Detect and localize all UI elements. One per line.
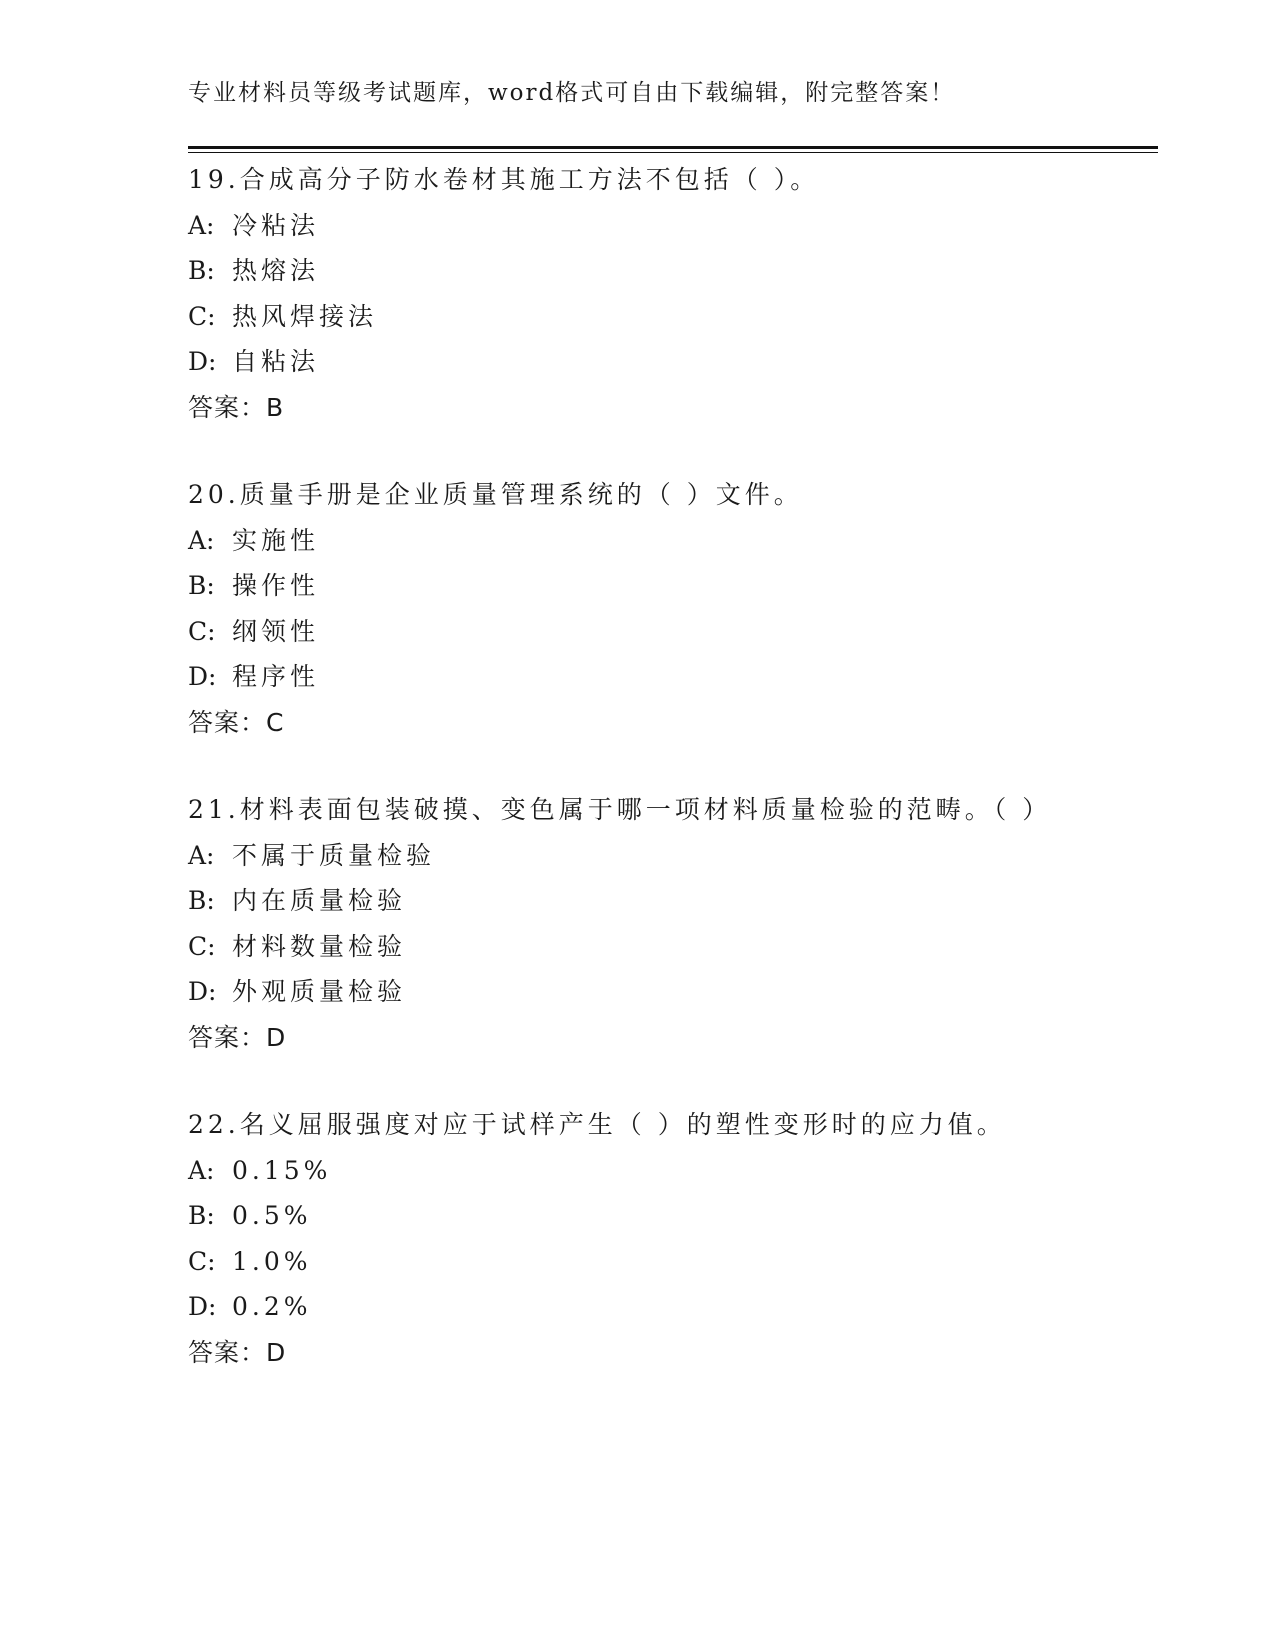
option-letter: B: (188, 886, 215, 916)
option-letter: A: (188, 525, 215, 555)
option-text: 0.2% (232, 1292, 312, 1322)
question-stem: 21.材料表面包装破摸、变色属于哪一项材料质量检验的范畴。（ ） (188, 795, 1052, 824)
option-text: 不属于质量检验 (232, 840, 436, 870)
option-b (188, 1193, 1158, 1239)
option-text: 材料数量检验 (232, 931, 407, 961)
option-c (188, 924, 1158, 970)
option-d (188, 969, 1158, 1015)
option-letter: D: (188, 977, 217, 1007)
question-stem: 19.合成高分子防水卷材其施工方法不包括（ ）。 (188, 165, 820, 194)
option-letter: C: (188, 301, 216, 331)
option-text: 冷粘法 (232, 210, 320, 240)
option-letter: A: (188, 840, 215, 870)
question-20 (188, 472, 1158, 746)
option-text: 操作性 (232, 571, 320, 601)
question-stem: 20.质量手册是企业质量管理系统的（ ）文件。 (188, 480, 803, 509)
option-text: 内在质量检验 (232, 886, 407, 916)
option-b (188, 563, 1158, 609)
option-c (188, 1239, 1158, 1285)
option-a (188, 833, 1158, 879)
document-header: 专业材料员等级考试题库，word格式可自由下载编辑，附完整答案！ (188, 80, 956, 106)
option-a (188, 203, 1158, 249)
answer-line: 答案：D (188, 1337, 287, 1367)
option-letter: D: (188, 1292, 217, 1322)
option-text: 0.5% (232, 1201, 312, 1231)
header-rule-thick (188, 146, 1158, 149)
question-stem: 22.名义屈服强度对应于试样产生（ ）的塑性变形时的应力值。 (188, 1110, 1006, 1139)
option-letter: C: (188, 931, 216, 961)
question-21 (188, 787, 1158, 1061)
option-text: 热熔法 (232, 256, 320, 286)
option-d (188, 1284, 1158, 1330)
option-letter: D: (188, 347, 217, 377)
option-letter: B: (188, 256, 215, 286)
option-text: 程序性 (232, 662, 320, 692)
option-letter: A: (188, 1155, 215, 1185)
option-text: 纲领性 (232, 616, 320, 646)
header-rule-thin (188, 152, 1158, 153)
option-c (188, 294, 1158, 340)
answer-line: 答案：D (188, 1022, 287, 1052)
answer-line: 答案：C (188, 707, 285, 737)
option-letter: D: (188, 662, 217, 692)
option-letter: C: (188, 616, 216, 646)
option-b (188, 878, 1158, 924)
option-d (188, 654, 1158, 700)
option-a (188, 1148, 1158, 1194)
option-letter: A: (188, 210, 215, 240)
option-d (188, 339, 1158, 385)
option-text: 1.0% (232, 1246, 312, 1276)
question-19 (188, 157, 1158, 431)
option-letter: B: (188, 1201, 215, 1231)
option-c (188, 609, 1158, 655)
option-b (188, 248, 1158, 294)
question-22 (188, 1102, 1158, 1376)
option-a (188, 518, 1158, 564)
option-text: 实施性 (232, 525, 320, 555)
answer-line: 答案：B (188, 392, 285, 422)
option-letter: B: (188, 571, 215, 601)
option-text: 自粘法 (232, 347, 320, 377)
option-text: 外观质量检验 (232, 977, 407, 1007)
option-letter: C: (188, 1246, 216, 1276)
option-text: 0.15% (232, 1155, 332, 1185)
option-text: 热风焊接法 (232, 301, 378, 331)
